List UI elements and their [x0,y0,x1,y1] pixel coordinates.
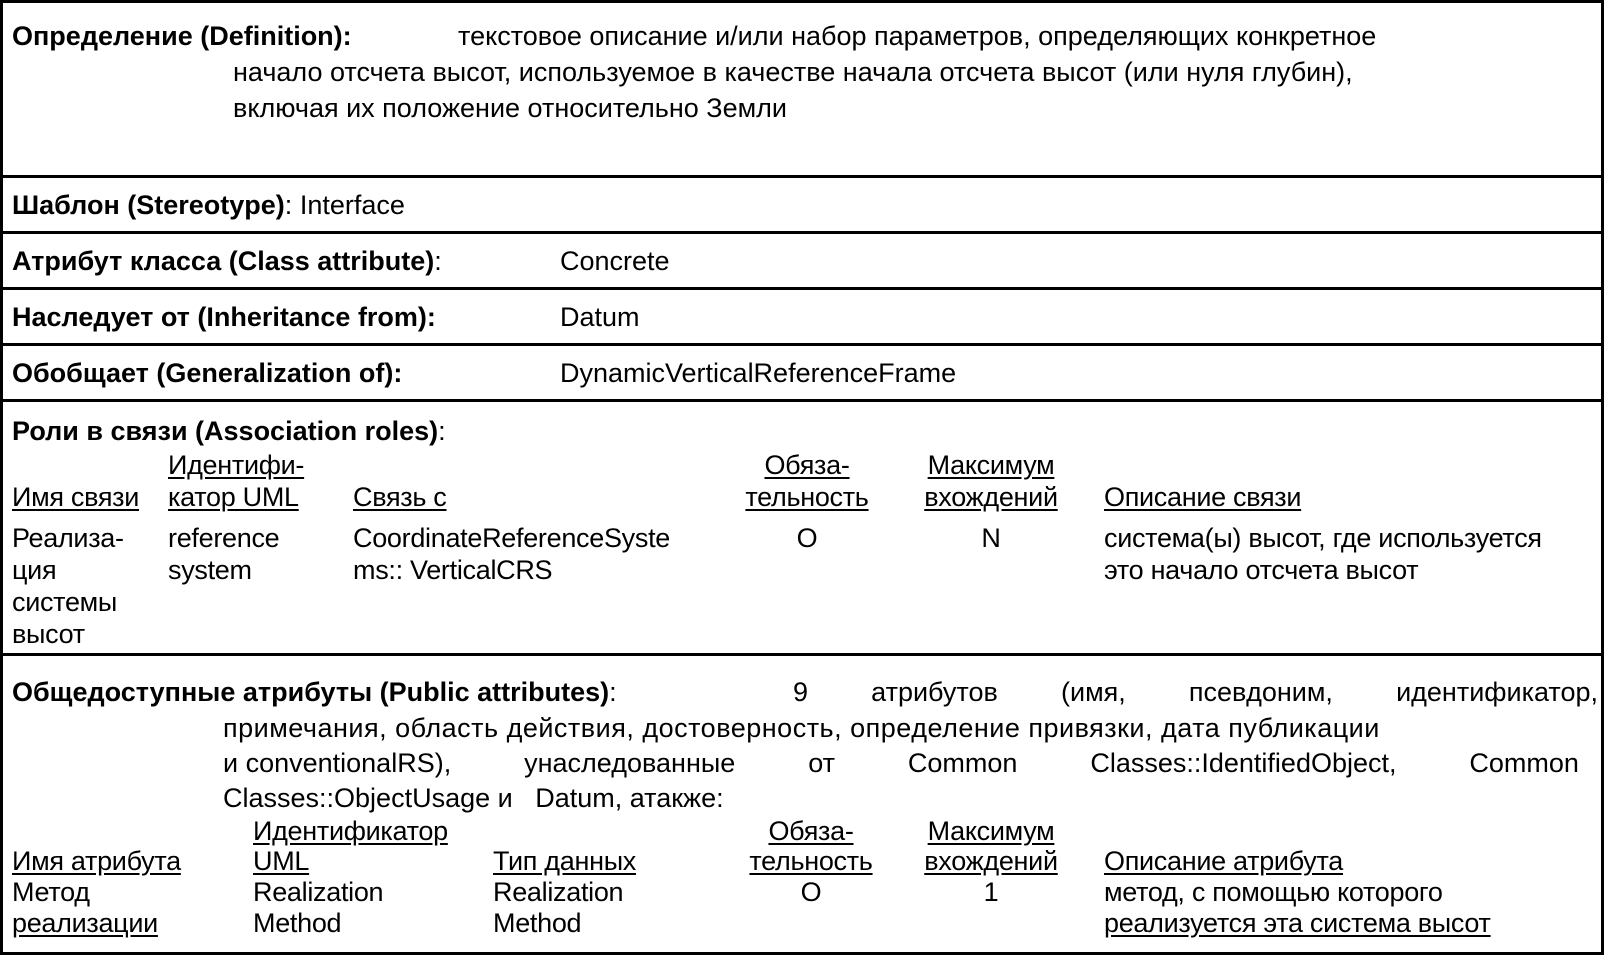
pa-word: и conventionalRS), [223,748,452,778]
generalization-label: Обобщает (Generalization of): [12,358,403,388]
public-attributes-row [3,653,1601,955]
pa-word: Common [907,748,1018,778]
pa-word: псевдоним, [1188,677,1333,707]
inheritance-label: Наследует от (Inheritance from): [12,302,436,332]
class-attribute-label: Атрибут класса (Class attribute) [12,246,435,276]
association-roles-label: Роли в связи (Association roles) [12,416,439,446]
assoc-row-desc-1: система(ы) высот, где используется [1104,523,1542,553]
association-roles-title [12,415,446,447]
public-attributes-line-1 [793,676,1598,708]
stereotype-label: Шаблон (Stereotype) [12,190,285,220]
assoc-row-to-1: CoordinateReferenceSyste [353,523,670,553]
stereotype-sep: : [284,190,293,220]
association-roles-row [3,399,1601,653]
pa-word: (имя, [1061,677,1126,707]
generalization-row [3,343,1601,399]
attr-row-type-1: Realization [493,877,624,907]
attr-header-uml-1: Идентификатор [253,816,448,846]
attr-row-name-1: Метод [12,877,90,907]
pa-word: унаследованные [524,748,736,778]
public-attributes-line-3 [223,747,1579,779]
class-attribute-label-line [12,245,442,277]
generalization-value: DynamicVerticalReferenceFrame [560,358,957,388]
attr-header-uml-2: UML [253,846,310,876]
public-attributes-line-2: примечания, область действия, достоверность, определение привязки, дата публикации [223,713,1380,743]
public-attributes-line-4: Classes::ObjectUsage и Datum, атакже: [223,783,724,813]
association-roles-sep: : [438,416,446,446]
assoc-row-name-3: системы [12,587,118,617]
pa-word: атрибутов [871,677,998,707]
attr-row-name-2: реализации [12,908,158,938]
attr-row-desc-2: реализуется эта система высот [1104,908,1491,938]
inheritance-value: Datum [560,302,640,332]
attr-row-type-2: Method [493,908,582,938]
public-attributes-label: Общедоступные атрибуты (Public attributes) [12,677,610,707]
assoc-row-desc-2: это начало отсчета высот [1104,555,1419,585]
assoc-header-uml-1: Идентифи- [168,450,305,480]
attr-header-obl-1: Обяза- [768,816,854,846]
attr-row-uml-1: Realization [253,877,384,907]
definition-line-3: включая их положение относительно Земли [233,93,788,123]
attr-row-max: 1 [983,877,999,907]
assoc-header-max-2: вхождений [924,482,1058,512]
attr-header-name: Имя атрибута [12,846,181,876]
pa-word: Common [1469,748,1579,778]
assoc-header-obl-2: тельность [745,482,869,512]
assoc-header-obl-1: Обяза- [764,450,850,480]
stereotype-line [12,189,405,221]
assoc-header-to: Связь с [353,482,447,512]
pa-word: 9 [793,677,809,707]
assoc-row-to-2: ms:: VerticalCRS [353,555,553,585]
attr-row-uml-2: Method [253,908,342,938]
pa-word: Classes::IdentifiedObject, [1090,748,1397,778]
attr-header-max-1: Максимум [927,816,1055,846]
assoc-header-desc: Описание связи [1104,482,1302,512]
pa-word: идентификатор, [1396,677,1598,707]
class-attribute-row [3,231,1601,287]
class-attribute-sep: : [434,246,442,276]
assoc-row-uml-2: system [168,555,252,585]
stereotype-value: Interface [292,190,405,220]
assoc-header-uml-2: катор UML [168,482,299,512]
definition-line-2: начало отсчета высот, используемое в качестве начала отсчета высот (или нуля глубин), [233,57,1353,87]
assoc-row-name-2: ция [12,555,57,585]
pa-word: от [808,748,835,778]
assoc-header-max-1: Максимум [927,450,1055,480]
assoc-row-max: N [981,523,1001,553]
attr-header-desc: Описание атрибута [1104,846,1343,876]
definition-line-1: текстовое описание и/или набор параметров, определяющих конкретное [458,21,1377,51]
assoc-header-name: Имя связи [12,482,140,512]
public-attributes-sep: : [609,677,617,707]
attr-header-type: Тип данных [493,846,637,876]
assoc-row-uml-1: reference [168,523,280,553]
public-attributes-title [12,676,617,708]
attr-header-obl-2: тельность [749,846,873,876]
attr-row-obligation: O [800,877,822,907]
class-attribute-value: Concrete [560,246,670,276]
assoc-row-obligation: O [796,523,818,553]
stereotype-row [3,175,1601,231]
assoc-row-name-4: высот [12,619,85,649]
inheritance-row [3,287,1601,343]
attr-header-max-2: вхождений [924,846,1058,876]
definition-label: Определение (Definition): [12,21,352,51]
attr-row-desc-1: метод, с помощью которого [1104,877,1443,907]
assoc-row-name-1: Реализа- [12,523,124,553]
